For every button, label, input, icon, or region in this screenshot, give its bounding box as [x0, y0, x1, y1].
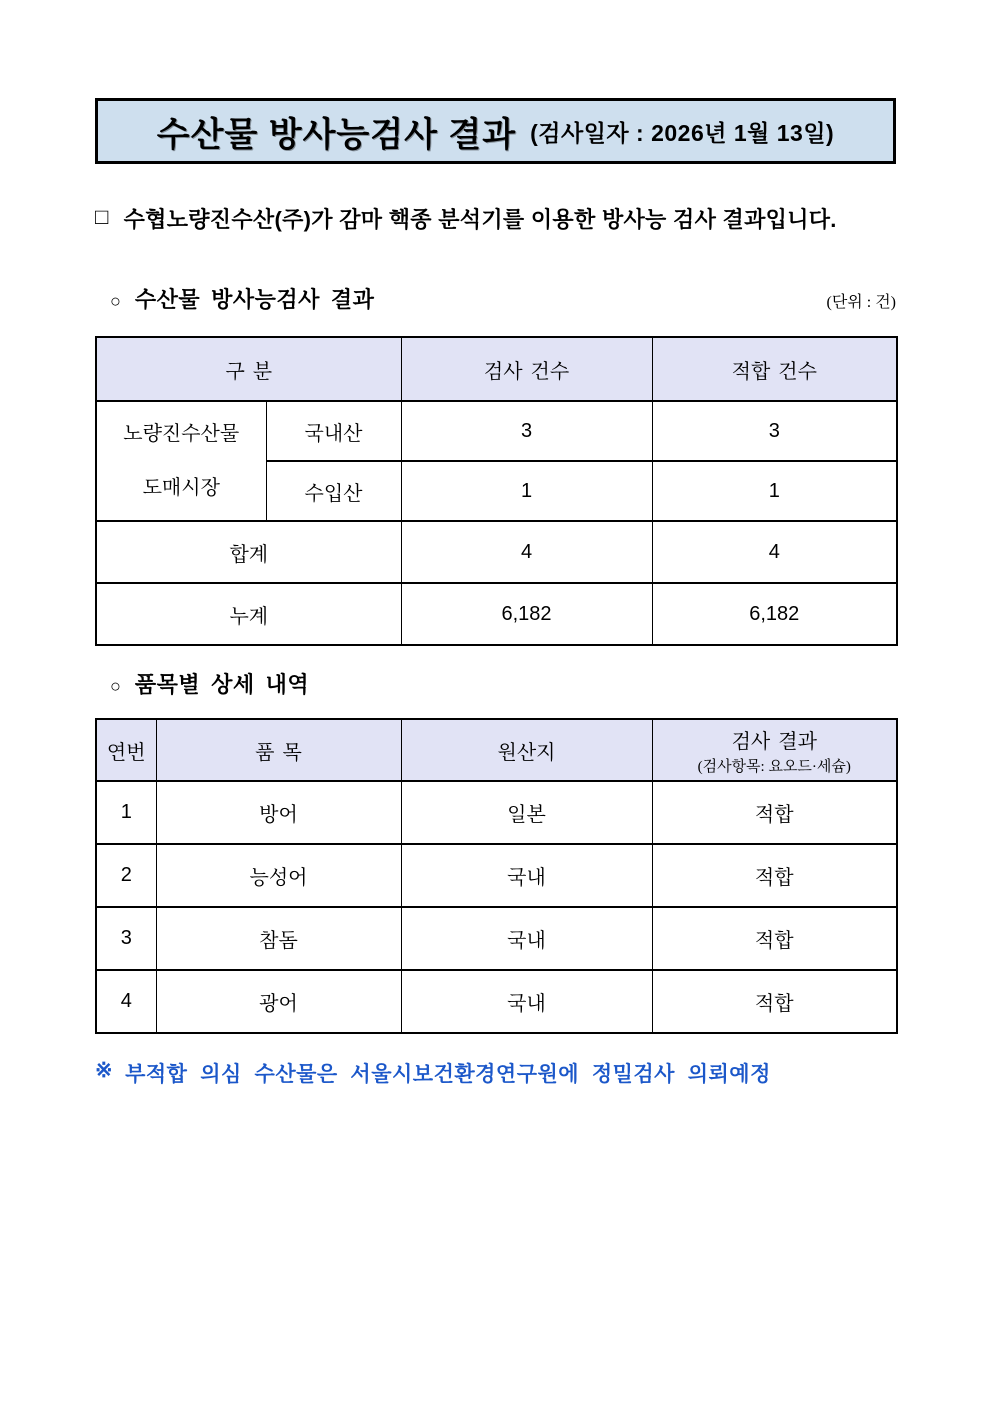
detail-table [95, 718, 898, 1034]
inspection-date-note: (검사일자 : 2026년 1월 13일) [530, 119, 835, 146]
total-label: 합계 [96, 521, 401, 583]
row-origin: 국내 [401, 970, 652, 1033]
circle-bullet-icon: ○ [110, 291, 121, 311]
header-tested: 검사 건수 [401, 337, 652, 401]
unit-note: (단위 : 건) [826, 294, 896, 311]
header-result-sub: (검사항목: 요오드·세슘) [697, 758, 851, 775]
square-bullet-icon: □ [95, 204, 109, 229]
detail-section-heading [110, 668, 896, 699]
total-passed: 4 [652, 521, 897, 583]
cumulative-passed: 6,182 [652, 583, 897, 645]
header-no: 연번 [96, 719, 156, 781]
header-origin: 원산지 [401, 719, 652, 781]
table-row [96, 970, 897, 1033]
row-no: 3 [96, 907, 156, 970]
row-origin: 일본 [401, 781, 652, 844]
market-name-cell [96, 401, 266, 521]
table-row-cumulative [96, 583, 897, 645]
passed-cell: 1 [652, 461, 897, 521]
table-row-total [96, 521, 897, 583]
row-origin: 국내 [401, 844, 652, 907]
tested-cell: 3 [401, 401, 652, 461]
row-result: 적합 [652, 907, 897, 970]
market-name-line2: 도매시장 [142, 477, 220, 499]
page-title: 수산물 방사능검사 결과 [156, 115, 517, 154]
row-result: 적합 [652, 781, 897, 844]
row-result: 적합 [652, 844, 897, 907]
row-item: 광어 [156, 970, 401, 1033]
passed-cell: 3 [652, 401, 897, 461]
row-item: 방어 [156, 781, 401, 844]
header-item: 품 목 [156, 719, 401, 781]
header-passed: 적합 건수 [652, 337, 897, 401]
table-row [96, 907, 897, 970]
header-result-main: 검사 결과 [731, 730, 817, 753]
header-result [652, 719, 897, 781]
row-result: 적합 [652, 970, 897, 1033]
intro-text: 수협노량진수산(주)가 감마 핵종 분석기를 이용한 방사능 검사 결과입니다. [123, 207, 837, 232]
footer-note-text: 부적합 의심 수산물은 서울시보건환경연구원에 정밀검사 의뢰예정 [125, 1062, 771, 1086]
market-name-line1: 노량진수산물 [123, 423, 240, 445]
detail-header-row [96, 719, 897, 781]
row-item: 능성어 [156, 844, 401, 907]
summary-section-heading [110, 283, 896, 314]
summary-table [95, 336, 898, 646]
circle-bullet-icon: ○ [110, 676, 121, 696]
tested-cell: 1 [401, 461, 652, 521]
row-no: 4 [96, 970, 156, 1033]
summary-header-row [96, 337, 897, 401]
total-tested: 4 [401, 521, 652, 583]
title-banner [95, 98, 896, 164]
row-item: 참돔 [156, 907, 401, 970]
table-row-domestic [96, 401, 897, 461]
summary-heading-text: 수산물 방사능검사 결과 [134, 287, 375, 312]
footer-note [95, 1058, 915, 1088]
row-no: 2 [96, 844, 156, 907]
intro-line [95, 203, 915, 234]
row-origin: 국내 [401, 907, 652, 970]
cumulative-label: 누계 [96, 583, 401, 645]
table-row [96, 844, 897, 907]
table-row [96, 781, 897, 844]
row-no: 1 [96, 781, 156, 844]
detail-heading-text: 품목별 상세 내역 [134, 672, 310, 697]
cumulative-tested: 6,182 [401, 583, 652, 645]
header-category: 구 분 [96, 337, 401, 401]
origin-cell: 국내산 [266, 401, 401, 461]
reference-mark-icon: ※ [95, 1058, 114, 1082]
origin-cell: 수입산 [266, 461, 401, 521]
